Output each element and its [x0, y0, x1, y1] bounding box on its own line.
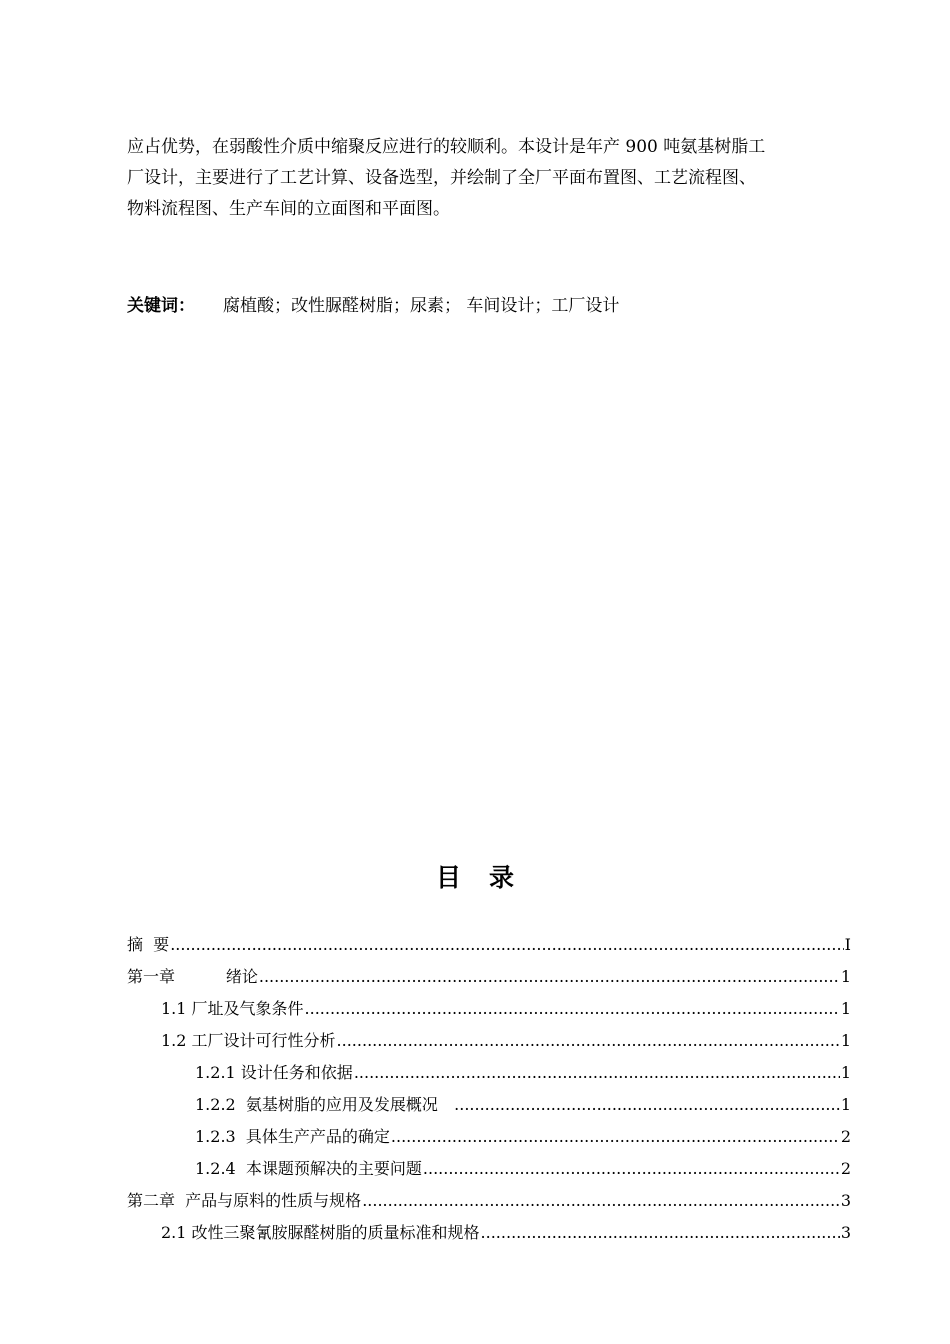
toc-title: 目录	[435, 863, 542, 892]
toc-page-number: 1	[840, 967, 851, 986]
toc-entry-text: 第一章 绪论	[127, 967, 258, 986]
toc-entry-2-1[interactable]	[127, 1217, 851, 1249]
toc-page-number: 1	[840, 1031, 851, 1050]
toc-dot-leader	[337, 1025, 840, 1057]
toc-entry-text: 2.1 改性三聚氰胺脲醛树脂的质量标准和规格	[161, 1223, 480, 1242]
toc-page-number: 3	[840, 1191, 851, 1210]
toc-dot-leader	[362, 1185, 840, 1217]
toc-entry-text: 1.1 厂址及气象条件	[161, 999, 304, 1018]
toc-page-number: 1	[840, 1063, 851, 1082]
toc-entry-text: 1.2.1 设计任务和依据	[195, 1063, 353, 1082]
toc-entry-1-2-2[interactable]	[127, 1089, 851, 1121]
toc-entry-chapter-1[interactable]	[127, 961, 851, 993]
toc-entry-text: 1.2.3 具体生产产品的确定	[195, 1127, 390, 1146]
abstract-line: 物料流程图、生产车间的立面图和平面图。	[127, 199, 450, 219]
toc-dot-leader	[170, 929, 843, 961]
abstract-line: 厂设计，主要进行了工艺计算、设备选型，并绘制了全厂平面布置图、工艺流程图、	[127, 168, 756, 188]
toc-entry-text: 1.2.4 本课题预解决的主要问题	[195, 1159, 422, 1178]
abstract-paragraph	[127, 132, 852, 225]
toc-dot-leader	[423, 1153, 840, 1185]
toc-dot-leader	[391, 1121, 840, 1153]
toc-entry-1-2-4[interactable]	[127, 1153, 851, 1185]
toc-entry-1-2-3[interactable]	[127, 1121, 851, 1153]
toc-entry-abstract[interactable]	[127, 929, 851, 961]
abstract-line: 应占优势，在弱酸性介质中缩聚反应进行的较顺利。本设计是年产 900 吨氨基树脂工	[127, 137, 766, 157]
toc-entry-1-1[interactable]	[127, 993, 851, 1025]
toc-dot-leader	[454, 1089, 840, 1121]
toc-dot-leader	[305, 993, 840, 1025]
toc-entry-text: 1.2.2 氨基树脂的应用及发展概况	[195, 1095, 454, 1114]
toc-page-number: 1	[840, 999, 851, 1018]
toc-page-number: I	[844, 935, 851, 954]
toc-entry-text: 1.2 工厂设计可行性分析	[161, 1031, 336, 1050]
keywords-value: 腐植酸；改性脲醛树脂；尿素； 车间设计；工厂设计	[223, 296, 620, 316]
toc-page-number: 2	[840, 1159, 851, 1178]
toc-page-number: 3	[840, 1223, 851, 1242]
toc-entry-text: 摘 要	[127, 935, 170, 954]
toc-page-number: 1	[840, 1095, 851, 1114]
toc-entry-text: 第二章 产品与原料的性质与规格	[127, 1191, 362, 1210]
toc-dot-leader	[481, 1217, 840, 1249]
toc-entry-1-2-1[interactable]	[127, 1057, 851, 1089]
toc-entry-1-2[interactable]	[127, 1025, 851, 1057]
toc-page-number: 2	[840, 1127, 851, 1146]
table-of-contents	[127, 929, 851, 1249]
toc-dot-leader	[354, 1057, 840, 1089]
keywords-label: 关键词：	[127, 296, 195, 316]
keywords-line	[127, 293, 619, 319]
toc-dot-leader	[259, 961, 840, 993]
toc-entry-chapter-2[interactable]	[127, 1185, 851, 1217]
